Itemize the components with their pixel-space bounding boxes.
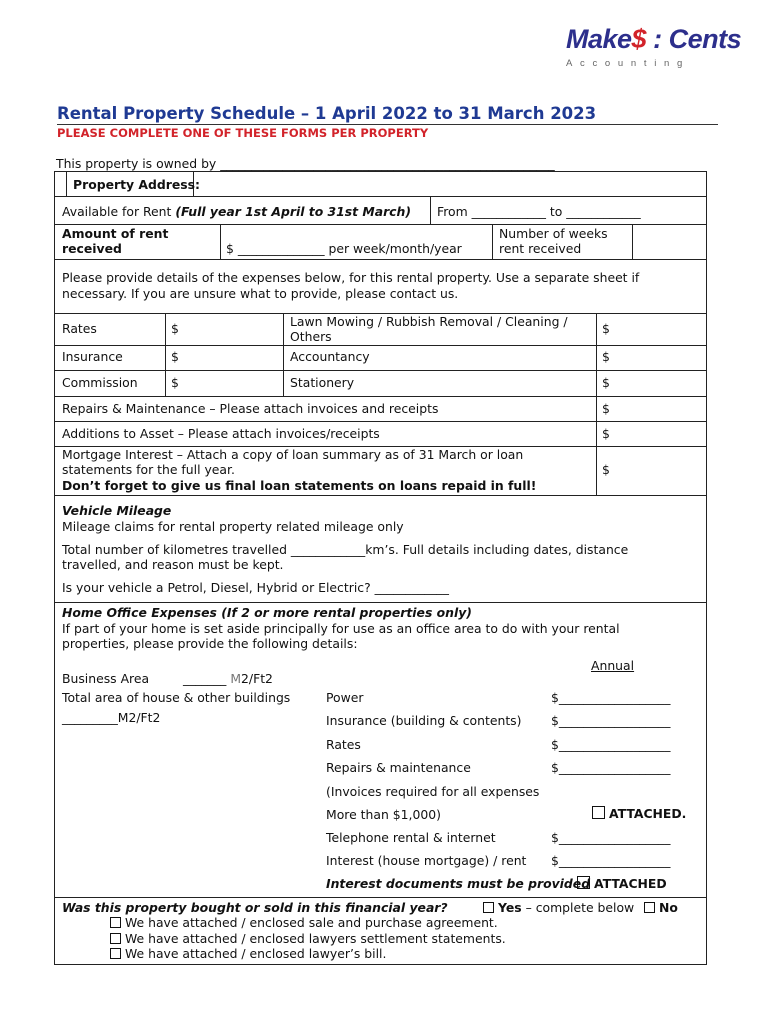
expense-lawn-label-line1: Lawn Mowing / Rubbish Removal / Cleaning / [290,314,568,329]
available-label: Available for Rent (Full year 1st April to 31st March) [62,204,412,219]
attached-checkbox-2[interactable]: ATTACHED [577,876,667,891]
home-insurance-field[interactable]: $__________________ [551,713,671,728]
page-subtitle: PLEASE COMPLETE ONE OF THESE FORMS PER PROPERTY [57,126,429,140]
expense-mortgage-line1: Mortgage Interest – Attach a copy of loan summary as of 31 March or loan [62,447,524,462]
divider [54,345,707,346]
expense-insurance-field[interactable]: $ [171,349,179,364]
divider [430,196,431,224]
total-area-label: Total area of house & other buildings [62,690,291,705]
business-area-label: Business Area [62,671,150,686]
no-checkbox[interactable]: No [644,900,678,915]
home-repairs-field[interactable]: $__________________ [551,760,671,775]
checkbox-icon [592,806,605,819]
home-interest-label: Interest (house mortgage) / rent [326,853,527,868]
owned-by-field[interactable]: This property is owned by ______________________________________________________ [56,156,555,171]
logo-text-cents: : Cents [646,24,742,54]
option-settlement-statements[interactable]: We have attached / enclosed lawyers settlement statements. [110,931,506,946]
title-divider [57,124,718,125]
instructions-line1: Please provide details of the expenses below, for this rental property. Use a separate sheet if [62,270,640,285]
checkbox-icon [110,917,121,928]
expense-additions-label: Additions to Asset – Please attach invoices/receipts [62,426,380,441]
expense-insurance-label: Insurance [62,349,123,364]
expense-repairs-field[interactable]: $ [602,401,610,416]
home-rates-label: Rates [326,737,361,752]
total-area-field[interactable]: _________M2/Ft2 [62,710,161,725]
bought-sold-question: Was this property bought or sold in this financial year? [62,900,448,915]
expense-repairs-label: Repairs & Maintenance – Please attach invoices and receipts [62,401,439,416]
page-title: Rental Property Schedule – 1 April 2022 to 31 March 2023 [57,104,597,123]
vehicle-line3: travelled, and reason must be kept. [62,557,284,572]
divider [596,313,597,495]
home-office-heading: Home Office Expenses (If 2 or more rental properties only) [62,605,472,620]
amount-label-line1: Amount of rent [62,226,169,241]
home-office-line1: If part of your home is set aside principally for use as an office area to do with your rental [62,621,620,636]
vehicle-km-field[interactable]: Total number of kilometres travelled ____________km’s. Full details including dates, distance [62,542,629,557]
expense-commission-field[interactable]: $ [171,375,179,390]
divider [492,224,493,259]
expense-mortgage-note: Don’t forget to give us final loan statements on loans repaid in full! [62,478,537,493]
option-lawyers-bill[interactable]: We have attached / enclosed lawyer’s bill. [110,946,386,961]
weeks-label-line1: Number of weeks [499,226,608,241]
divider [54,196,707,197]
annual-heading: Annual [591,658,635,673]
checkbox-icon [110,933,121,944]
divider [54,224,707,225]
expense-lawn-label-line2: Others [290,329,332,344]
company-logo [566,24,741,55]
home-invoices-note-line2: More than $1,000) [326,807,441,822]
expense-additions-field[interactable]: $ [602,426,610,441]
interest-docs-note: Interest documents must be provided [326,876,591,891]
home-telephone-label: Telephone rental & internet [326,830,496,845]
checkbox-icon [483,902,494,913]
weeks-input[interactable] [633,225,706,258]
vehicle-type-field[interactable]: Is your vehicle a Petrol, Diesel, Hybrid or Electric? ____________ [62,580,449,595]
divider [165,313,166,397]
logo-subtitle: Accounting [566,58,691,69]
home-power-label: Power [326,690,364,705]
address-input[interactable] [194,172,706,196]
divider [54,495,707,496]
yes-checkbox[interactable]: Yes – complete below [483,900,634,915]
home-office-line2: properties, please provide the following details: [62,636,358,651]
divider [54,259,707,260]
divider [54,421,707,422]
vehicle-line1: Mileage claims for rental property related mileage only [62,519,404,534]
expense-lawn-field[interactable]: $ [602,321,610,336]
expense-mortgage-line2: statements for the full year. [62,462,235,477]
expense-accountancy-label: Accountancy [290,349,370,364]
expense-rates-label: Rates [62,321,97,336]
home-interest-field[interactable]: $__________________ [551,853,671,868]
checkbox-icon [644,902,655,913]
expense-commission-label: Commission [62,375,138,390]
home-power-field[interactable]: $__________________ [551,690,671,705]
instructions-line2: necessary. If you are unsure what to provide, please contact us. [62,286,459,301]
home-invoices-note-line1: (Invoices required for all expenses [326,784,540,799]
divider [220,224,221,259]
rent-amount-field[interactable]: $ ______________ per week/month/year [226,241,462,256]
home-insurance-label: Insurance (building & contents) [326,713,522,728]
expense-stationery-label: Stationery [290,375,355,390]
divider [54,602,707,603]
logo-text-make: Make [566,24,632,54]
business-area-field[interactable]: _______ M2/Ft2 [183,671,273,686]
home-telephone-field[interactable]: $__________________ [551,830,671,845]
checkbox-icon [110,948,121,959]
divider [54,897,707,898]
checkbox-icon [577,876,590,889]
expense-rates-field[interactable]: $ [171,321,179,336]
home-rates-field[interactable]: $__________________ [551,737,671,752]
option-sale-agreement[interactable]: We have attached / enclosed sale and purchase agreement. [110,915,498,930]
divider [54,396,707,397]
logo-dollar: $ [631,24,647,54]
expense-mortgage-field[interactable]: $ [602,462,610,477]
amount-label-line2: received [62,241,122,256]
address-label: Property Address: [73,177,200,192]
expense-accountancy-field[interactable]: $ [602,349,610,364]
divider [283,313,284,397]
expense-stationery-field[interactable]: $ [602,375,610,390]
vehicle-heading: Vehicle Mileage [62,503,172,518]
weeks-label-line2: rent received [499,241,582,256]
divider [54,370,707,371]
attached-checkbox-1[interactable]: ATTACHED. [592,806,686,821]
home-repairs-label: Repairs & maintenance [326,760,471,775]
available-from-to-field[interactable]: From ____________ to ____________ [437,204,641,219]
